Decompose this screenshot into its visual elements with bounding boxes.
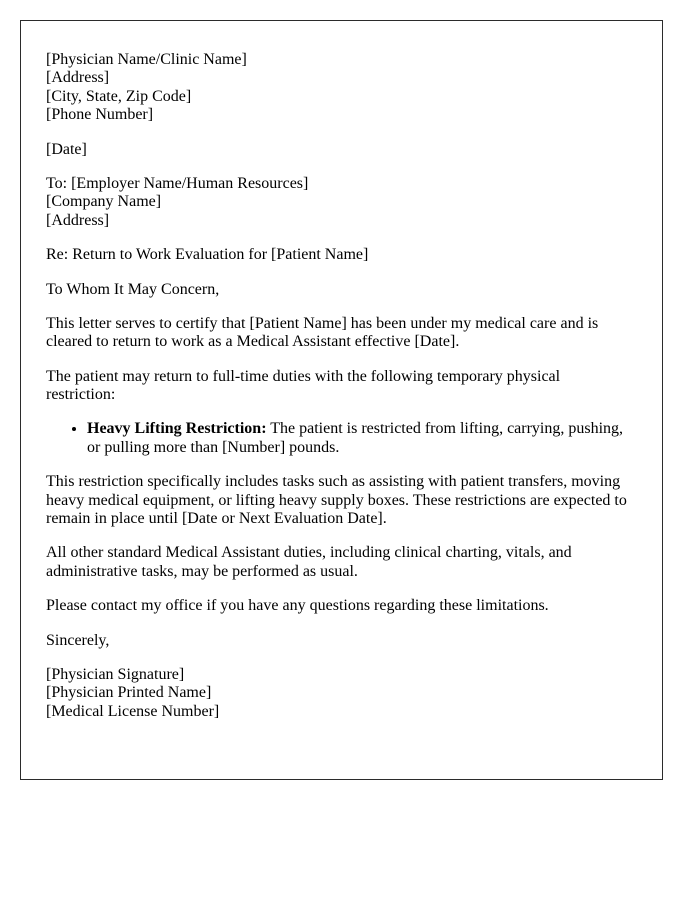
paragraph-certify: This letter serves to certify that [Patient Name] has been under my medical care and is cleared to return to work as a Medical Assistant effective [Date].: [46, 314, 599, 351]
sender-city-line: [City, State, Zip Code]: [46, 87, 192, 105]
paragraph-other-duties: All other standard Medical Assistant duties, including clinical charting, vitals, and administrative tasks, may be performed as usual.: [46, 544, 572, 580]
salutation: To Whom It May Concern,: [46, 280, 220, 298]
signature-block: [46, 666, 633, 721]
date-line: [Date]: [46, 140, 87, 158]
letter-border-frame: [20, 20, 663, 780]
recipient-company-line: [Company Name]: [46, 193, 162, 211]
recipient-to-line: To: [Employer Name/Human Resources]: [46, 174, 309, 192]
recipient-address-block: [46, 175, 633, 230]
sender-address-block: [46, 51, 633, 125]
restriction-label: Heavy Lifting Restriction:: [87, 420, 267, 438]
paragraph-return-conditions: The patient may return to full-time duties with the following temporary physical restriction:: [46, 367, 561, 404]
paragraph-restriction-details: This restriction specifically includes tasks such as assisting with patient transfers, moving heavy medical equipment, or lifting heavy supply boxes. These restrictions are expected to remain in place until [Date or Next Evaluation Date].: [46, 473, 627, 528]
restriction-list: [46, 420, 633, 457]
physician-signature-line: [Physician Signature]: [46, 665, 185, 683]
restriction-list-item: [87, 420, 633, 457]
recipient-address-line: [Address]: [46, 211, 110, 229]
sender-phone-line: [Phone Number]: [46, 106, 154, 124]
physician-printed-name-line: [Physician Printed Name]: [46, 684, 212, 702]
medical-license-line: [Medical License Number]: [46, 702, 220, 720]
restriction-text: The patient is restricted from lifting, carrying, pushing, or pulling more than [Number] pounds.: [87, 420, 624, 456]
closing: Sincerely,: [46, 631, 110, 649]
subject-line: Re: Return to Work Evaluation for [Patient Name]: [46, 246, 369, 264]
sender-address-line: [Address]: [46, 69, 110, 87]
sender-name-line: [Physician Name/Clinic Name]: [46, 51, 247, 68]
paragraph-contact: Please contact my office if you have any questions regarding these limitations.: [46, 597, 549, 615]
